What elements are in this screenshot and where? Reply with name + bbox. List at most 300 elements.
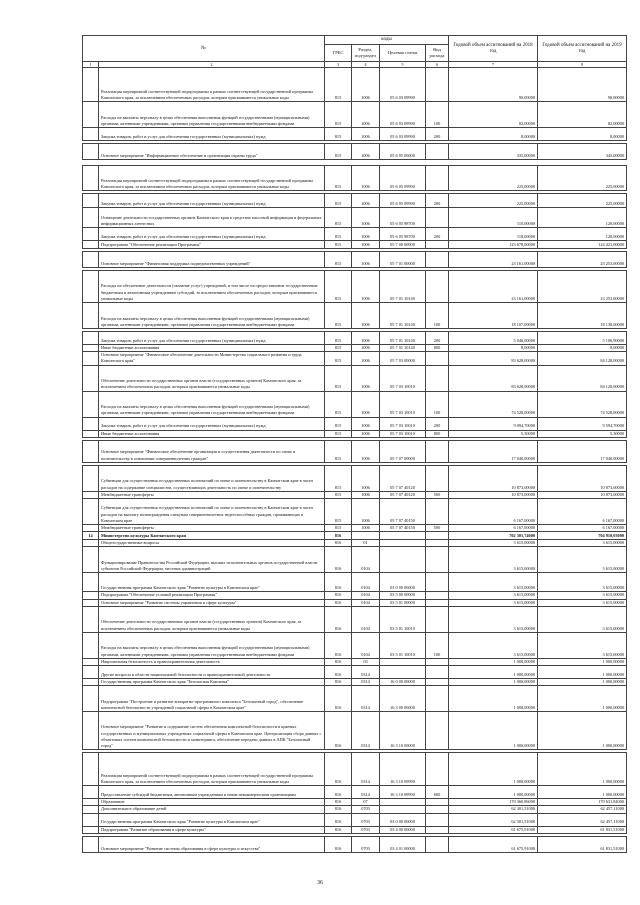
row-name: Расходы на выплаты персоналу в целях обеспечения выполнения функций государственными (муниципальными) органами, казенными учреждениями, органами управления государственными внебюджетными фондами bbox=[99, 391, 325, 417]
row-expense-type bbox=[426, 166, 449, 191]
row-amount-2019: 3 615,00000 bbox=[538, 547, 627, 573]
row-amount-2018: 6 167,00000 bbox=[449, 525, 538, 532]
row-expense-type: 200 bbox=[426, 128, 449, 141]
row-razdel: 1006 bbox=[352, 128, 380, 141]
row-name: Подпрограмма "Обеспечение реализации Программы" bbox=[99, 241, 325, 249]
row-target-article: 03 5 00 00000 bbox=[380, 592, 426, 599]
row-number bbox=[83, 836, 99, 852]
row-amount-2018: 335,00000 bbox=[449, 144, 538, 160]
row-amount-2018: 1 000,00000 bbox=[449, 786, 538, 799]
row-target-article: 05 7 07 40120 bbox=[380, 465, 426, 491]
row-amount-2019: 84 128,00000 bbox=[538, 352, 627, 365]
row-grbs: 815 bbox=[325, 345, 352, 352]
row-number bbox=[83, 686, 99, 712]
row-expense-type bbox=[426, 68, 449, 102]
table-row bbox=[83, 417, 627, 430]
row-amount-2018: 6 167,00000 bbox=[449, 499, 538, 525]
row-number bbox=[83, 813, 99, 826]
row-number bbox=[83, 826, 99, 833]
row-target-article: 05 7 03 10010 bbox=[380, 430, 426, 437]
row-target-article: 05 7 07 40120 bbox=[380, 491, 426, 498]
row-target-article: 03 5 01 10010 bbox=[380, 632, 426, 658]
row-amount-2019: 1 000,00000 bbox=[538, 658, 627, 665]
row-expense-type bbox=[426, 540, 449, 547]
row-expense-type bbox=[426, 365, 449, 391]
row-grbs: 815 bbox=[325, 128, 352, 141]
row-razdel: 0703 bbox=[352, 806, 380, 813]
table-row bbox=[83, 430, 627, 437]
row-expense-type bbox=[426, 440, 449, 462]
row-name: Основное мероприятие "Развитие и содержание систем обеспечения комплексной безопасности в краевых государственных и муниципальных учреждениях социальной сферы в Камчатском крае. Централизация сбора данных с объектовых систем комплексной безопасности и мониторинга, обеспечение передачи данных в АПК "Безопасный город" bbox=[99, 712, 325, 750]
row-amount-2018: 23 161,00000 bbox=[449, 252, 538, 268]
row-name: Иные бюджетные ассигнования bbox=[99, 345, 325, 352]
row-target-article: 05 7 03 00000 bbox=[380, 352, 426, 365]
row-expense-type: 500 bbox=[426, 491, 449, 498]
budget-table-page bbox=[82, 35, 626, 853]
row-target-article: 05 6 05 98700 bbox=[380, 208, 426, 228]
row-amount-2018: 10 873,00000 bbox=[449, 465, 538, 491]
row-razdel: 1006 bbox=[352, 194, 380, 208]
row-razdel: 1006 bbox=[352, 166, 380, 191]
table-row bbox=[83, 144, 627, 160]
row-razdel: 0314 bbox=[352, 712, 380, 750]
row-expense-type: 100 bbox=[426, 303, 449, 329]
row-expense-type bbox=[426, 532, 449, 540]
row-name: Основное мероприятие "Финансовое обеспечение организации и осуществления деятельности по опеке и попечительству в отношении совершеннолетних граждан" bbox=[99, 440, 325, 462]
row-expense-type: 100 bbox=[426, 391, 449, 417]
row-target-article: 05 6 05 09990 bbox=[380, 194, 426, 208]
row-amount-2019: 3 615,00000 bbox=[538, 606, 627, 632]
row-number bbox=[83, 102, 99, 128]
row-grbs: 815 bbox=[325, 271, 352, 303]
row-razdel: 0314 bbox=[352, 686, 380, 712]
row-grbs: 816 bbox=[325, 836, 352, 852]
row-razdel: 1006 bbox=[352, 525, 380, 532]
row-number bbox=[83, 228, 99, 241]
table-row bbox=[83, 465, 627, 491]
row-number bbox=[83, 491, 99, 498]
row-grbs: 816 bbox=[325, 686, 352, 712]
table-row bbox=[83, 532, 627, 540]
table-row bbox=[83, 332, 627, 345]
table-row bbox=[83, 391, 627, 417]
row-expense-type bbox=[426, 813, 449, 826]
header-target-article: Целевая статья bbox=[380, 45, 426, 62]
row-number bbox=[83, 592, 99, 599]
row-name: Основное мероприятие "Финансовая поддержка подведомственных учреждений" bbox=[99, 252, 325, 268]
row-amount-2018: 1 000,00000 bbox=[449, 658, 538, 665]
row-amount-2018: 170 360,86000 bbox=[449, 799, 538, 806]
row-grbs: 816 bbox=[325, 658, 352, 665]
row-grbs: 815 bbox=[325, 144, 352, 160]
row-target-article: 05 7 00 00000 bbox=[380, 241, 426, 249]
row-name: Основное мероприятие "Информационное обеспечение и организация охраны труда" bbox=[99, 144, 325, 160]
table-row bbox=[83, 540, 627, 547]
row-number bbox=[83, 252, 99, 268]
row-amount-2019: 704 910,03000 bbox=[538, 532, 627, 540]
table-row bbox=[83, 303, 627, 329]
row-grbs: 815 bbox=[325, 68, 352, 102]
row-number bbox=[83, 241, 99, 249]
row-amount-2019: 6 167,00000 bbox=[538, 499, 627, 525]
row-amount-2018: 8,00000 bbox=[449, 128, 538, 141]
row-grbs: 816 bbox=[325, 540, 352, 547]
row-number bbox=[83, 352, 99, 365]
row-amount-2018: 18 107,00000 bbox=[449, 303, 538, 329]
row-grbs: 815 bbox=[325, 430, 352, 437]
row-razdel: 0703 bbox=[352, 826, 380, 833]
row-name: Закупка товаров, работ и услуг для обеспечения государственных (муниципальных) нужд bbox=[99, 128, 325, 141]
table-header bbox=[83, 36, 627, 68]
table-row bbox=[83, 826, 627, 833]
row-grbs: 816 bbox=[325, 813, 352, 826]
row-number bbox=[83, 679, 99, 686]
table-row bbox=[83, 208, 627, 228]
row-number bbox=[83, 417, 99, 430]
column-number-6: 6 bbox=[426, 62, 449, 68]
row-grbs: 815 bbox=[325, 228, 352, 241]
column-number-7: 7 bbox=[449, 62, 538, 68]
row-amount-2018: 10 873,00000 bbox=[449, 491, 538, 498]
row-razdel: 1006 bbox=[352, 499, 380, 525]
header-grbs: ГРБС bbox=[325, 45, 352, 62]
row-target-article: 05 7 01 10140 bbox=[380, 345, 426, 352]
row-grbs: 816 bbox=[325, 592, 352, 599]
row-name: Основное мероприятие "Финансовое обеспечение деятельности Министерства социального развития и труда Камчатского края" bbox=[99, 352, 325, 365]
table-row bbox=[83, 345, 627, 352]
row-name: Общегосударственные вопросы bbox=[99, 540, 325, 547]
row-name: Реализация мероприятий соответствующей подпрограммы в рамках соответствующей государственной программы Камчатского края, за исключением обеспеченных расходов, которым присваиваются уникальные коды bbox=[99, 753, 325, 786]
row-amount-2018: 1 000,00000 bbox=[449, 666, 538, 679]
row-grbs: 816 bbox=[325, 786, 352, 799]
row-expense-type bbox=[426, 679, 449, 686]
table-row bbox=[83, 573, 627, 592]
row-target-article bbox=[380, 666, 426, 679]
row-expense-type: 200 bbox=[426, 194, 449, 208]
row-name: Оснащение деятельности государственных органов Камчатского края в средствах массовой информации в федеральных информационных агентствах bbox=[99, 208, 325, 228]
row-razdel: 0104 bbox=[352, 606, 380, 632]
row-number bbox=[83, 658, 99, 665]
table-row bbox=[83, 241, 627, 249]
row-target-article: 05 6 05 98700 bbox=[380, 228, 426, 241]
row-amount-2018: 3 615,00000 bbox=[449, 592, 538, 599]
row-grbs: 815 bbox=[325, 365, 352, 391]
row-amount-2019: 225,00000 bbox=[538, 194, 627, 208]
row-name: Государственная программа Камчатского края "Развитие культуры в Камчатском крае" bbox=[99, 813, 325, 826]
row-razdel: 1006 bbox=[352, 430, 380, 437]
row-name: Образование bbox=[99, 799, 325, 806]
row-target-article: 05 6 05 00000 bbox=[380, 144, 426, 160]
row-amount-2019: 5,30000 bbox=[538, 430, 627, 437]
column-number-3: 3 bbox=[325, 62, 352, 68]
row-razdel: 1006 bbox=[352, 303, 380, 329]
table-row bbox=[83, 352, 627, 365]
table-row bbox=[83, 499, 627, 525]
row-number bbox=[83, 144, 99, 160]
row-target-article: 16 0 00 00000 bbox=[380, 679, 426, 686]
row-razdel: 1006 bbox=[352, 332, 380, 345]
row-amount-2018: 1 000,00000 bbox=[449, 679, 538, 686]
row-number bbox=[83, 440, 99, 462]
row-number bbox=[83, 806, 99, 813]
row-amount-2019: 84 128,00000 bbox=[538, 365, 627, 391]
row-name: Обеспечение деятельности государственных органов власти (государственных органов) Камчатского края, за исключением обеспеченных расходов, которым присваиваются уникальные коды bbox=[99, 606, 325, 632]
row-amount-2019: 62 457,11000 bbox=[538, 813, 627, 826]
row-target-article: 05 6 03 09990 bbox=[380, 68, 426, 102]
row-razdel: 03 bbox=[352, 658, 380, 665]
row-name: Обеспечение деятельности государственных органов власти (государственных органов) Камчатского края, за исключением обеспеченных расходов, которым присваиваются уникальные коды bbox=[99, 365, 325, 391]
table-row bbox=[83, 666, 627, 679]
row-name: Закупка товаров, работ и услуг для обеспечения государственных (муниципальных) нужд bbox=[99, 228, 325, 241]
row-amount-2019: 1 000,00000 bbox=[538, 753, 627, 786]
table-row bbox=[83, 799, 627, 806]
row-name: Иные бюджетные ассигнования bbox=[99, 430, 325, 437]
column-number-5: 5 bbox=[380, 62, 426, 68]
row-amount-2018: 110,00000 bbox=[449, 228, 538, 241]
row-amount-2019: 82,00000 bbox=[538, 102, 627, 128]
row-number bbox=[83, 786, 99, 799]
row-grbs: 815 bbox=[325, 102, 352, 128]
row-amount-2019: 8,00000 bbox=[538, 345, 627, 352]
row-amount-2019: 3 615,00000 bbox=[538, 599, 627, 606]
row-grbs: 816 bbox=[325, 666, 352, 679]
row-expense-type bbox=[426, 352, 449, 365]
row-expense-type bbox=[426, 826, 449, 833]
row-number bbox=[83, 632, 99, 658]
row-razdel: 0314 bbox=[352, 786, 380, 799]
row-expense-type: 800 bbox=[426, 345, 449, 352]
row-expense-type bbox=[426, 599, 449, 606]
row-grbs: 816 bbox=[325, 799, 352, 806]
row-amount-2019: 225,00000 bbox=[538, 166, 627, 191]
column-number-4: 4 bbox=[352, 62, 380, 68]
row-razdel: 1006 bbox=[352, 68, 380, 102]
row-razdel: 1006 bbox=[352, 365, 380, 391]
row-amount-2019: 3 615,00000 bbox=[538, 540, 627, 547]
row-number bbox=[83, 128, 99, 141]
table-row bbox=[83, 365, 627, 391]
row-amount-2019: 10 873,00000 bbox=[538, 491, 627, 498]
row-amount-2018: 702 301,74000 bbox=[449, 532, 538, 540]
row-razdel: 1006 bbox=[352, 417, 380, 430]
row-grbs: 815 bbox=[325, 417, 352, 430]
row-razdel: 07 bbox=[352, 799, 380, 806]
row-name: Подпрограмма "Развитие образования в сфере культуры" bbox=[99, 826, 325, 833]
row-name: Основное мероприятие "Развитие системы образования в сфере культуры и искусства" bbox=[99, 836, 325, 852]
row-amount-2018: 90,00000 bbox=[449, 68, 538, 102]
row-target-article: 05 7 01 10140 bbox=[380, 332, 426, 345]
row-number bbox=[83, 465, 99, 491]
row-number bbox=[83, 573, 99, 592]
row-amount-2018: 8,00000 bbox=[449, 345, 538, 352]
row-amount-2019: 170 631,84000 bbox=[538, 799, 627, 806]
table-row bbox=[83, 606, 627, 632]
row-amount-2019: 62 457,11000 bbox=[538, 806, 627, 813]
row-expense-type: 200 bbox=[426, 228, 449, 241]
table-row bbox=[83, 753, 627, 786]
row-amount-2018: 3 615,00000 bbox=[449, 632, 538, 658]
row-expense-type bbox=[426, 241, 449, 249]
table-row bbox=[83, 599, 627, 606]
row-name: Государственная программа Камчатского края "Развитие культуры в Камчатском крае" bbox=[99, 573, 325, 592]
row-number bbox=[83, 540, 99, 547]
row-razdel: 0104 bbox=[352, 547, 380, 573]
row-name: Закупка товаров, работ и услуг для обеспечения государственных (муниципальных) нужд bbox=[99, 417, 325, 430]
row-grbs: 816 bbox=[325, 606, 352, 632]
table-row bbox=[83, 525, 627, 532]
row-amount-2018: 1 000,00000 bbox=[449, 686, 538, 712]
row-grbs: 816 bbox=[325, 753, 352, 786]
row-number bbox=[83, 303, 99, 329]
row-expense-type: 800 bbox=[426, 430, 449, 437]
row-number bbox=[83, 525, 99, 532]
row-grbs: 815 bbox=[325, 332, 352, 345]
row-razdel: 1006 bbox=[352, 465, 380, 491]
row-name: Подпрограмма "Обеспечение условий реализации Программы" bbox=[99, 592, 325, 599]
row-expense-type bbox=[426, 753, 449, 786]
row-expense-type bbox=[426, 806, 449, 813]
row-grbs: 815 bbox=[325, 303, 352, 329]
row-name: Расходы на обеспечение деятельности (оказание услуг) учреждений, в том числе на предоставление государственным бюджетным и автономным учреждениям субсидий, за исключением обеспеченных расходов, которым присваиваются уникальные коды bbox=[99, 271, 325, 303]
budget-table bbox=[82, 35, 627, 853]
row-number bbox=[83, 499, 99, 525]
table-row bbox=[83, 786, 627, 799]
row-razdel: 1006 bbox=[352, 208, 380, 228]
column-number-1: 1 bbox=[83, 62, 99, 68]
row-target-article: 16 3 00 00000 bbox=[380, 686, 426, 712]
row-grbs: 815 bbox=[325, 391, 352, 417]
row-amount-2018: 3 615,00000 bbox=[449, 547, 538, 573]
row-grbs: 816 bbox=[325, 573, 352, 592]
row-amount-2019: 120,00000 bbox=[538, 208, 627, 228]
row-amount-2018: 5 046,00000 bbox=[449, 332, 538, 345]
row-name: Субвенции для осуществления государственных полномочий по опеке и попечительству в Камчатском крае в части расходов на содержание специалистов, осуществляющих деятельность по опеке и попечительству bbox=[99, 465, 325, 491]
row-name: Подпрограмма "Построение и развитие аппаратно-программного комплекса "Безопасный город", обеспечение комплексной безопасности учреждений социальной сферы в Камчатском крае" bbox=[99, 686, 325, 712]
row-target-article: 05 7 07 00000 bbox=[380, 440, 426, 462]
row-target-article: 05 6 03 09990 bbox=[380, 128, 426, 141]
row-amount-2018: 123 678,00000 bbox=[449, 241, 538, 249]
row-amount-2018: 9 094,70000 bbox=[449, 417, 538, 430]
row-target-article: 05 7 07 40150 bbox=[380, 525, 426, 532]
row-target-article: 03 5 01 00000 bbox=[380, 599, 426, 606]
row-amount-2018: 3 615,00000 bbox=[449, 540, 538, 547]
table-row bbox=[83, 440, 627, 462]
row-grbs: 816 bbox=[325, 599, 352, 606]
row-razdel: 1006 bbox=[352, 144, 380, 160]
table-row bbox=[83, 271, 627, 303]
row-razdel: 1006 bbox=[352, 228, 380, 241]
row-number bbox=[83, 194, 99, 208]
row-name: Другие вопросы в области национальной безопасности и правоохранительной деятельности bbox=[99, 666, 325, 679]
table-row bbox=[83, 166, 627, 191]
header-year-2018: Годовой объем ассигнований на 2018 год bbox=[449, 36, 538, 62]
row-name: Реализация мероприятий соответствующей подпрограммы в рамках соответствующей государственной программы Камчатского края, за исключением обеспеченных расходов, которым присваиваются уникальные коды bbox=[99, 68, 325, 102]
row-number: 14 bbox=[83, 532, 99, 540]
table-row bbox=[83, 194, 627, 208]
row-amount-2018: 110,00000 bbox=[449, 208, 538, 228]
header-razdel: Раздел, под-раздел bbox=[352, 45, 380, 62]
row-amount-2019: 1 000,00000 bbox=[538, 712, 627, 750]
header-year-2019: Годовой объем ассигнований на 2019 год bbox=[538, 36, 627, 62]
row-name: Расходы на выплаты персоналу в целях обеспечения выполнения функций государственными (муниципальными) органами, казенными учреждениями, органами управления государственными внебюджетными фондами bbox=[99, 102, 325, 128]
row-grbs: 816 bbox=[325, 712, 352, 750]
row-target-article: 03 0 00 00000 bbox=[380, 573, 426, 592]
row-amount-2019: 10 873,00000 bbox=[538, 465, 627, 491]
table-body bbox=[83, 68, 627, 853]
row-razdel: 0104 bbox=[352, 592, 380, 599]
row-amount-2018: 225,00000 bbox=[449, 166, 538, 191]
row-expense-type: 200 bbox=[426, 332, 449, 345]
row-grbs: 815 bbox=[325, 352, 352, 365]
table-row bbox=[83, 252, 627, 268]
table-row bbox=[83, 712, 627, 750]
row-amount-2018: 83 628,00000 bbox=[449, 352, 538, 365]
row-target-article: 03 5 01 10010 bbox=[380, 606, 426, 632]
row-razdel: 1006 bbox=[352, 352, 380, 365]
row-razdel: 1006 bbox=[352, 345, 380, 352]
row-grbs: 815 bbox=[325, 465, 352, 491]
header-codes: коды bbox=[325, 36, 449, 45]
row-amount-2019: 90,00000 bbox=[538, 68, 627, 102]
row-amount-2018: 5,30000 bbox=[449, 430, 538, 437]
row-expense-type bbox=[426, 712, 449, 750]
row-number bbox=[83, 208, 99, 228]
row-name: Основное мероприятие "Развитие системы управления в сфере культуры" bbox=[99, 599, 325, 606]
row-target-article: 16 3 10 09990 bbox=[380, 786, 426, 799]
row-amount-2019: 345,00000 bbox=[538, 144, 627, 160]
row-grbs: 816 bbox=[325, 632, 352, 658]
row-target-article: 03 4 01 00000 bbox=[380, 836, 426, 852]
row-name: Национальная безопасность и правоохранительная деятельность bbox=[99, 658, 325, 665]
row-name: Субвенции для осуществления государственных полномочий по опеке и попечительству в Камчатском крае в части расходов на выплату вознаграждения опекунам совершеннолетних недееспособных граждан, проживающих в Камчатском крае bbox=[99, 499, 325, 525]
table-row bbox=[83, 836, 627, 852]
row-amount-2019: 120,00000 bbox=[538, 228, 627, 241]
row-number bbox=[83, 345, 99, 352]
row-amount-2018: 3 615,00000 bbox=[449, 606, 538, 632]
row-number bbox=[83, 712, 99, 750]
row-target-article bbox=[380, 540, 426, 547]
row-grbs: 815 bbox=[325, 252, 352, 268]
row-amount-2019: 6 167,00000 bbox=[538, 525, 627, 532]
row-amount-2018: 61 675,91000 bbox=[449, 836, 538, 852]
row-amount-2019: 23 253,00000 bbox=[538, 271, 627, 303]
row-number bbox=[83, 332, 99, 345]
table-row bbox=[83, 806, 627, 813]
row-grbs: 815 bbox=[325, 499, 352, 525]
row-number bbox=[83, 430, 99, 437]
table-row bbox=[83, 592, 627, 599]
row-expense-type: 100 bbox=[426, 102, 449, 128]
row-amount-2018: 3 615,00000 bbox=[449, 573, 538, 592]
row-amount-2018: 74 528,00000 bbox=[449, 391, 538, 417]
row-target-article: 16 3 10 00000 bbox=[380, 712, 426, 750]
table-row bbox=[83, 658, 627, 665]
row-amount-2019: 124 421,00000 bbox=[538, 241, 627, 249]
row-name: Реализация мероприятий соответствующей подпрограммы в рамках соответствующей государственной программы Камчатского края, за исключением обеспеченных расходов, которым присваиваются уникальные коды bbox=[99, 166, 325, 191]
row-expense-type bbox=[426, 573, 449, 592]
row-razdel: 1006 bbox=[352, 241, 380, 249]
row-target-article bbox=[380, 532, 426, 540]
row-razdel: 0314 bbox=[352, 666, 380, 679]
table-row bbox=[83, 128, 627, 141]
row-target-article: 03 0 00 00000 bbox=[380, 813, 426, 826]
row-amount-2018: 3 615,00000 bbox=[449, 599, 538, 606]
row-number bbox=[83, 271, 99, 303]
row-expense-type bbox=[426, 208, 449, 228]
row-amount-2019: 17 040,00000 bbox=[538, 440, 627, 462]
row-razdel: 1006 bbox=[352, 440, 380, 462]
row-expense-type bbox=[426, 666, 449, 679]
